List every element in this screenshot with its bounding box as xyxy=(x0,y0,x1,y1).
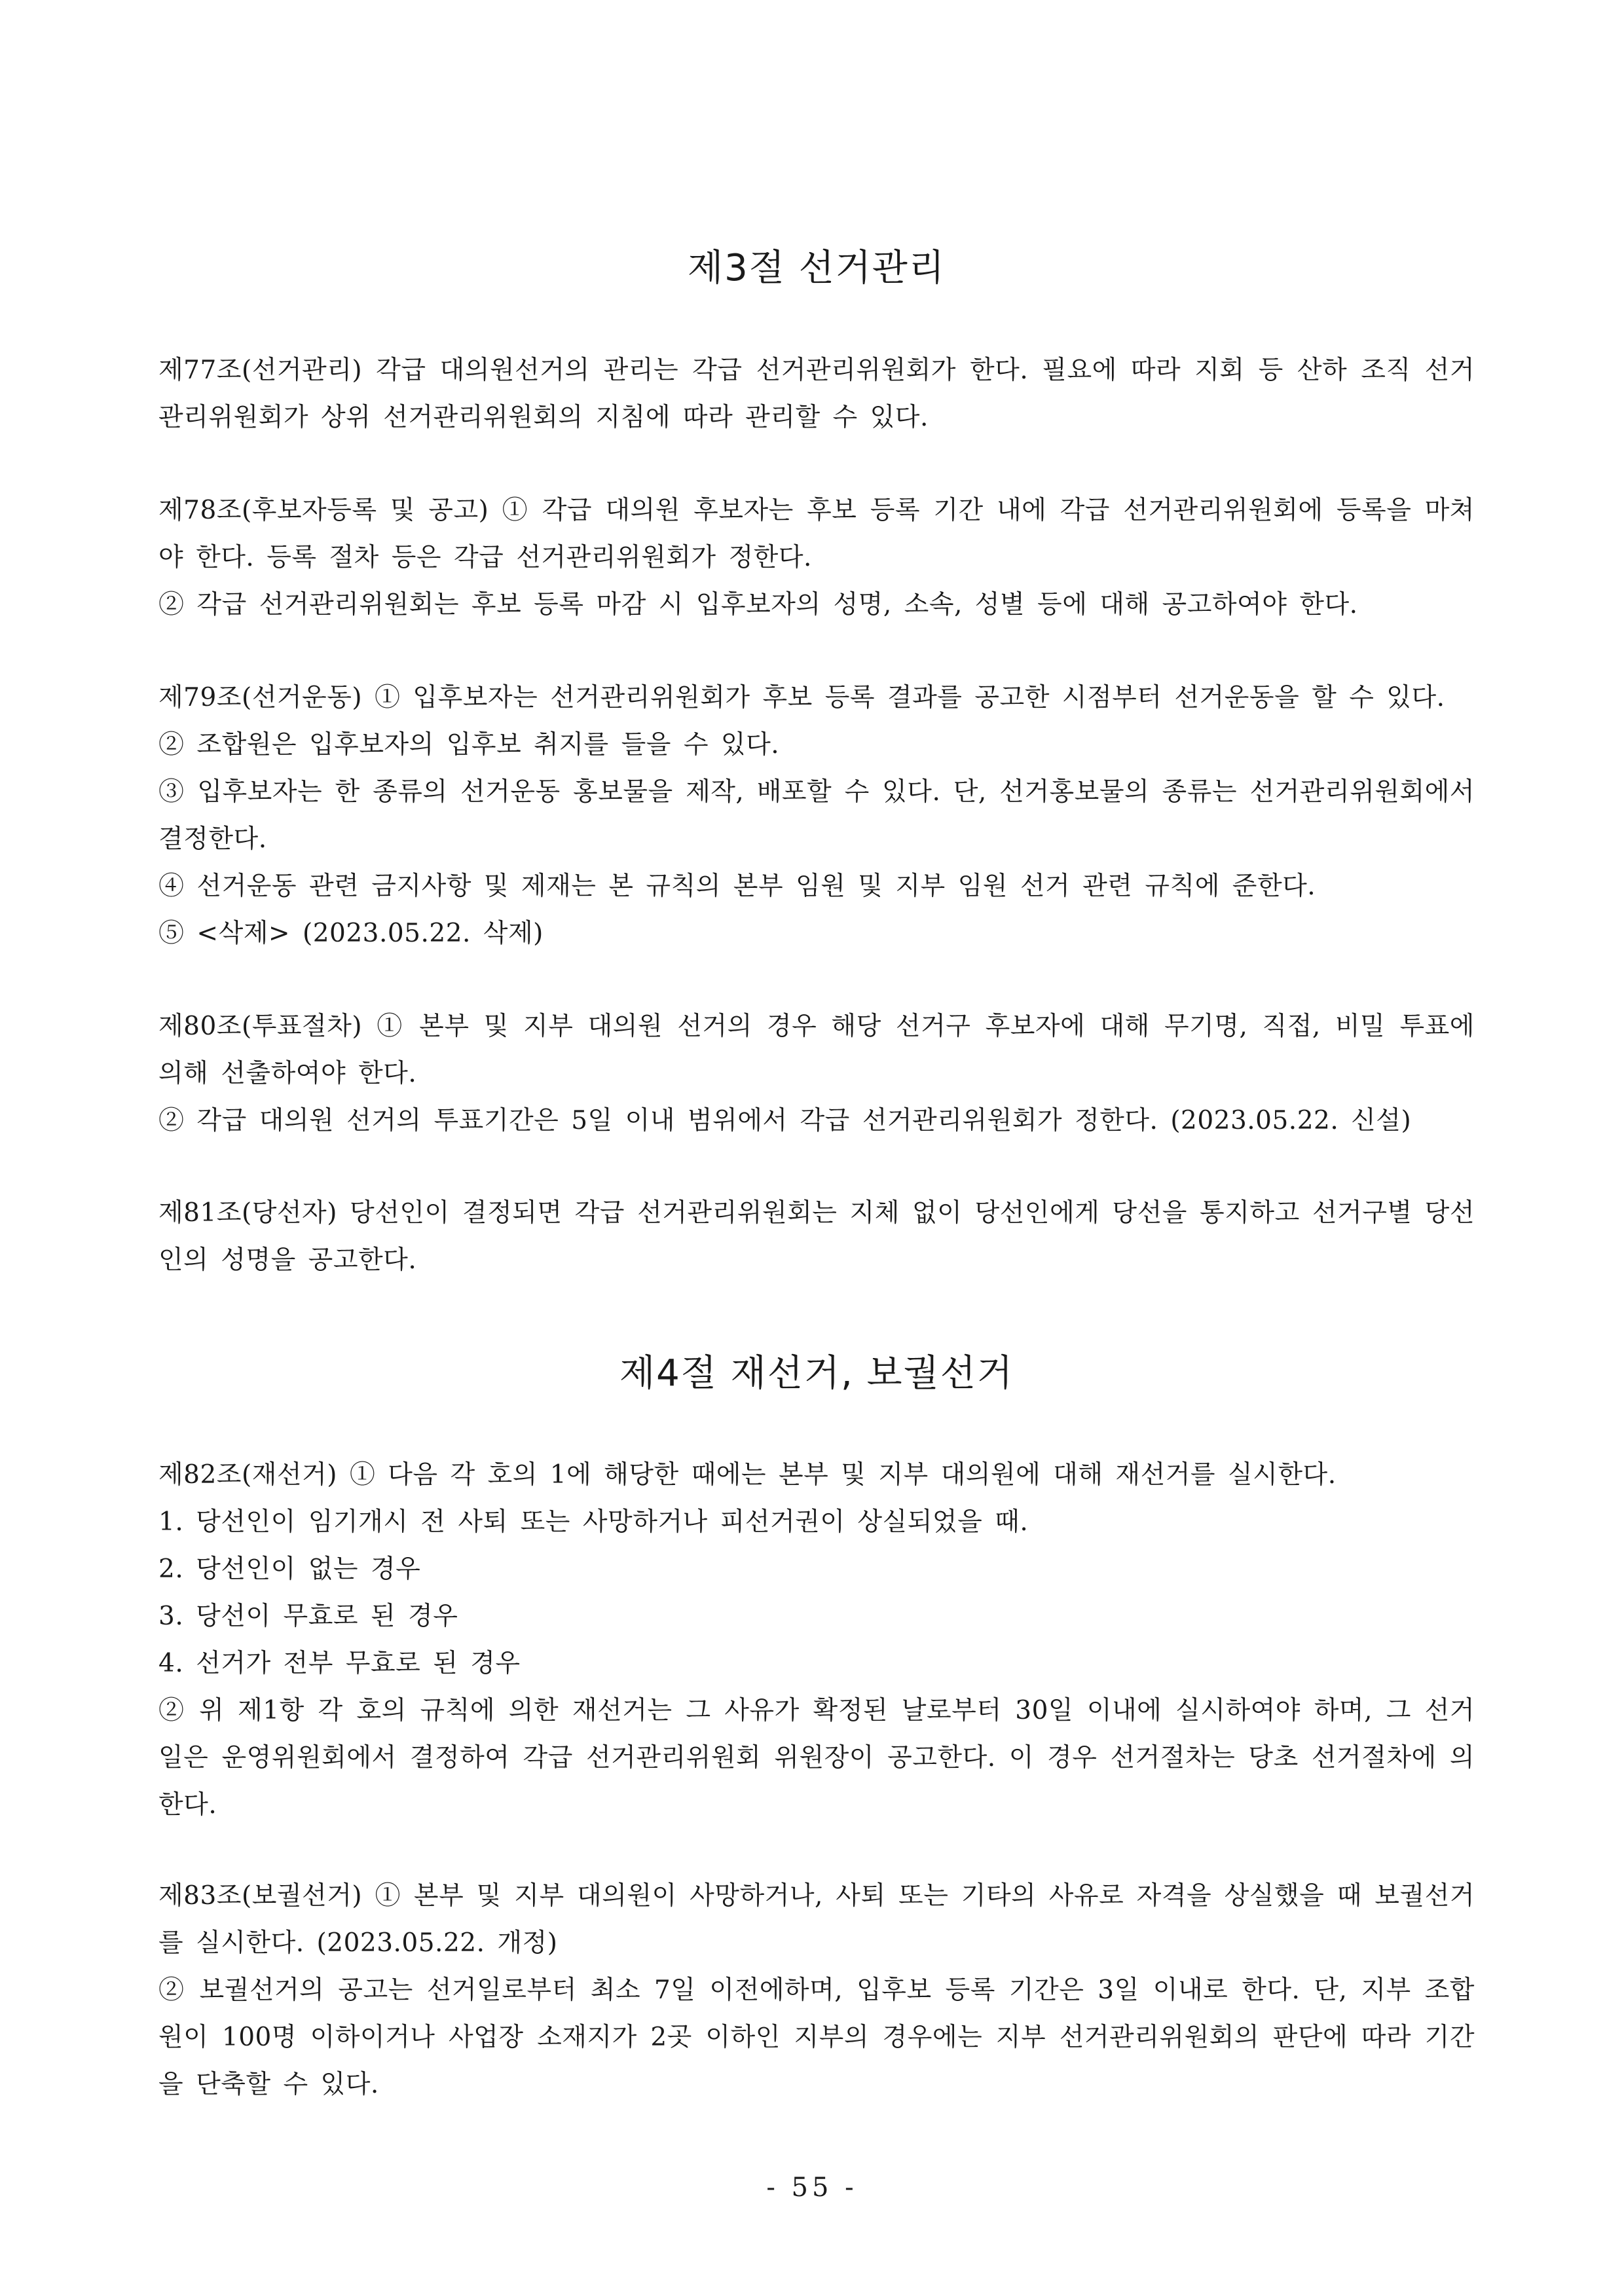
article-80-para-2: ② 각급 대의원 선거의 투표기간은 5일 이내 범위에서 각급 선거관리위원회가 정한다. (2023.05.22. 신설) xyxy=(158,1106,1412,1135)
article-82-item-1: 1. 당선인이 임기개시 전 사퇴 또는 사망하거나 피선거권이 상실되었을 때. xyxy=(158,1507,1029,1537)
section-heading-4: 제4절 재선거, 보궐선거 xyxy=(619,1352,1014,1395)
article-82 xyxy=(158,1452,1475,1829)
article-83-para-1: 제83조(보궐선거) ① 본부 및 지부 대의원이 사망하거나, 사퇴 또는 기타의 사유로 자격을 상실했을 때 보궐선거를 실시한다. (2023.05.22. 개정) xyxy=(158,1881,1475,1958)
article-79 xyxy=(158,674,1475,957)
article-78-para-2: ② 각급 선거관리위원회는 후보 등록 마감 시 입후보자의 성명, 소속, 성별 등에 대해 공고하여야 한다. xyxy=(158,590,1358,619)
article-82-para-2: ② 위 제1항 각 호의 규칙에 의한 재선거는 그 사유가 확정된 날로부터 30일 이내에 실시하여야 하며, 그 선거일은 운영위원회에서 결정하여 각급 선거관리위원회 위원장이 공고한다. 이 경우 선거절차는 당초 선거절차에 의한다. xyxy=(158,1696,1475,1820)
article-82-item-2: 2. 당선인이 없는 경우 xyxy=(158,1554,421,1584)
article-78-para-1: 제78조(후보자등록 및 공고) ① 각급 대의원 후보자는 후보 등록 기간 내에 각급 선거관리위원회에 등록을 마쳐야 한다. 등록 절차 등은 각급 선거관리위원회가 정한다. xyxy=(158,496,1475,572)
article-80-para-1: 제80조(투표절차) ① 본부 및 지부 대의원 선거의 경우 해당 선거구 후보자에 대해 무기명, 직접, 비밀 투표에 의해 선출하여야 한다. xyxy=(158,1012,1475,1088)
article-77 xyxy=(158,347,1475,441)
article-82-item-4: 4. 선거가 전부 무효로 된 경우 xyxy=(158,1649,521,1678)
article-78 xyxy=(158,487,1475,629)
article-83 xyxy=(158,1873,1475,2108)
page-number: - 55 - xyxy=(766,2173,858,2203)
section-heading-3: 제3절 선거관리 xyxy=(687,247,946,289)
article-79-para-3: ③ 입후보자는 한 종류의 선거운동 홍보물을 제작, 배포할 수 있다. 단, 선거홍보물의 종류는 선거관리위원회에서 결정한다. xyxy=(158,777,1475,854)
article-82-para-1: 제82조(재선거) ① 다음 각 호의 1에 해당한 때에는 본부 및 지부 대의원에 대해 재선거를 실시한다. xyxy=(158,1460,1337,1490)
article-80 xyxy=(158,1003,1475,1145)
article-81-text: 제81조(당선자) 당선인이 결정되면 각급 선거관리위원회는 지체 없이 당선인에게 당선을 통지하고 선거구별 당선인의 성명을 공고한다. xyxy=(158,1198,1475,1275)
article-79-para-5: ⑤ <삭제> (2023.05.22. 삭제) xyxy=(158,919,544,948)
article-77-text: 제77조(선거관리) 각급 대의원선거의 관리는 각급 선거관리위원회가 한다. 필요에 따라 지회 등 산하 조직 선거관리위원회가 상위 선거관리위원회의 지침에 따라 관리할 수 있다. xyxy=(158,356,1475,432)
article-83-para-2: ② 보궐선거의 공고는 선거일로부터 최소 7일 이전에하며, 입후보 등록 기간은 3일 이내로 한다. 단, 지부 조합원이 100명 이하이거나 사업장 소재지가 2곳 이하인 지부의 경우에는 지부 선거관리위원회의 판단에 따라 기간을 단축할 수 있다. xyxy=(158,1975,1475,2099)
article-79-para-1: 제79조(선거운동) ① 입후보자는 선거관리위원회가 후보 등록 결과를 공고한 시점부터 선거운동을 할 수 있다. xyxy=(158,683,1445,712)
article-81 xyxy=(158,1190,1475,1284)
article-82-item-3: 3. 당선이 무효로 된 경우 xyxy=(158,1602,458,1631)
article-79-para-4: ④ 선거운동 관련 금지사항 및 제재는 본 규칙의 본부 임원 및 지부 임원 선거 관련 규칙에 준한다. xyxy=(158,872,1316,901)
article-79-para-2: ② 조합원은 입후보자의 입후보 취지를 들을 수 있다. xyxy=(158,730,780,760)
